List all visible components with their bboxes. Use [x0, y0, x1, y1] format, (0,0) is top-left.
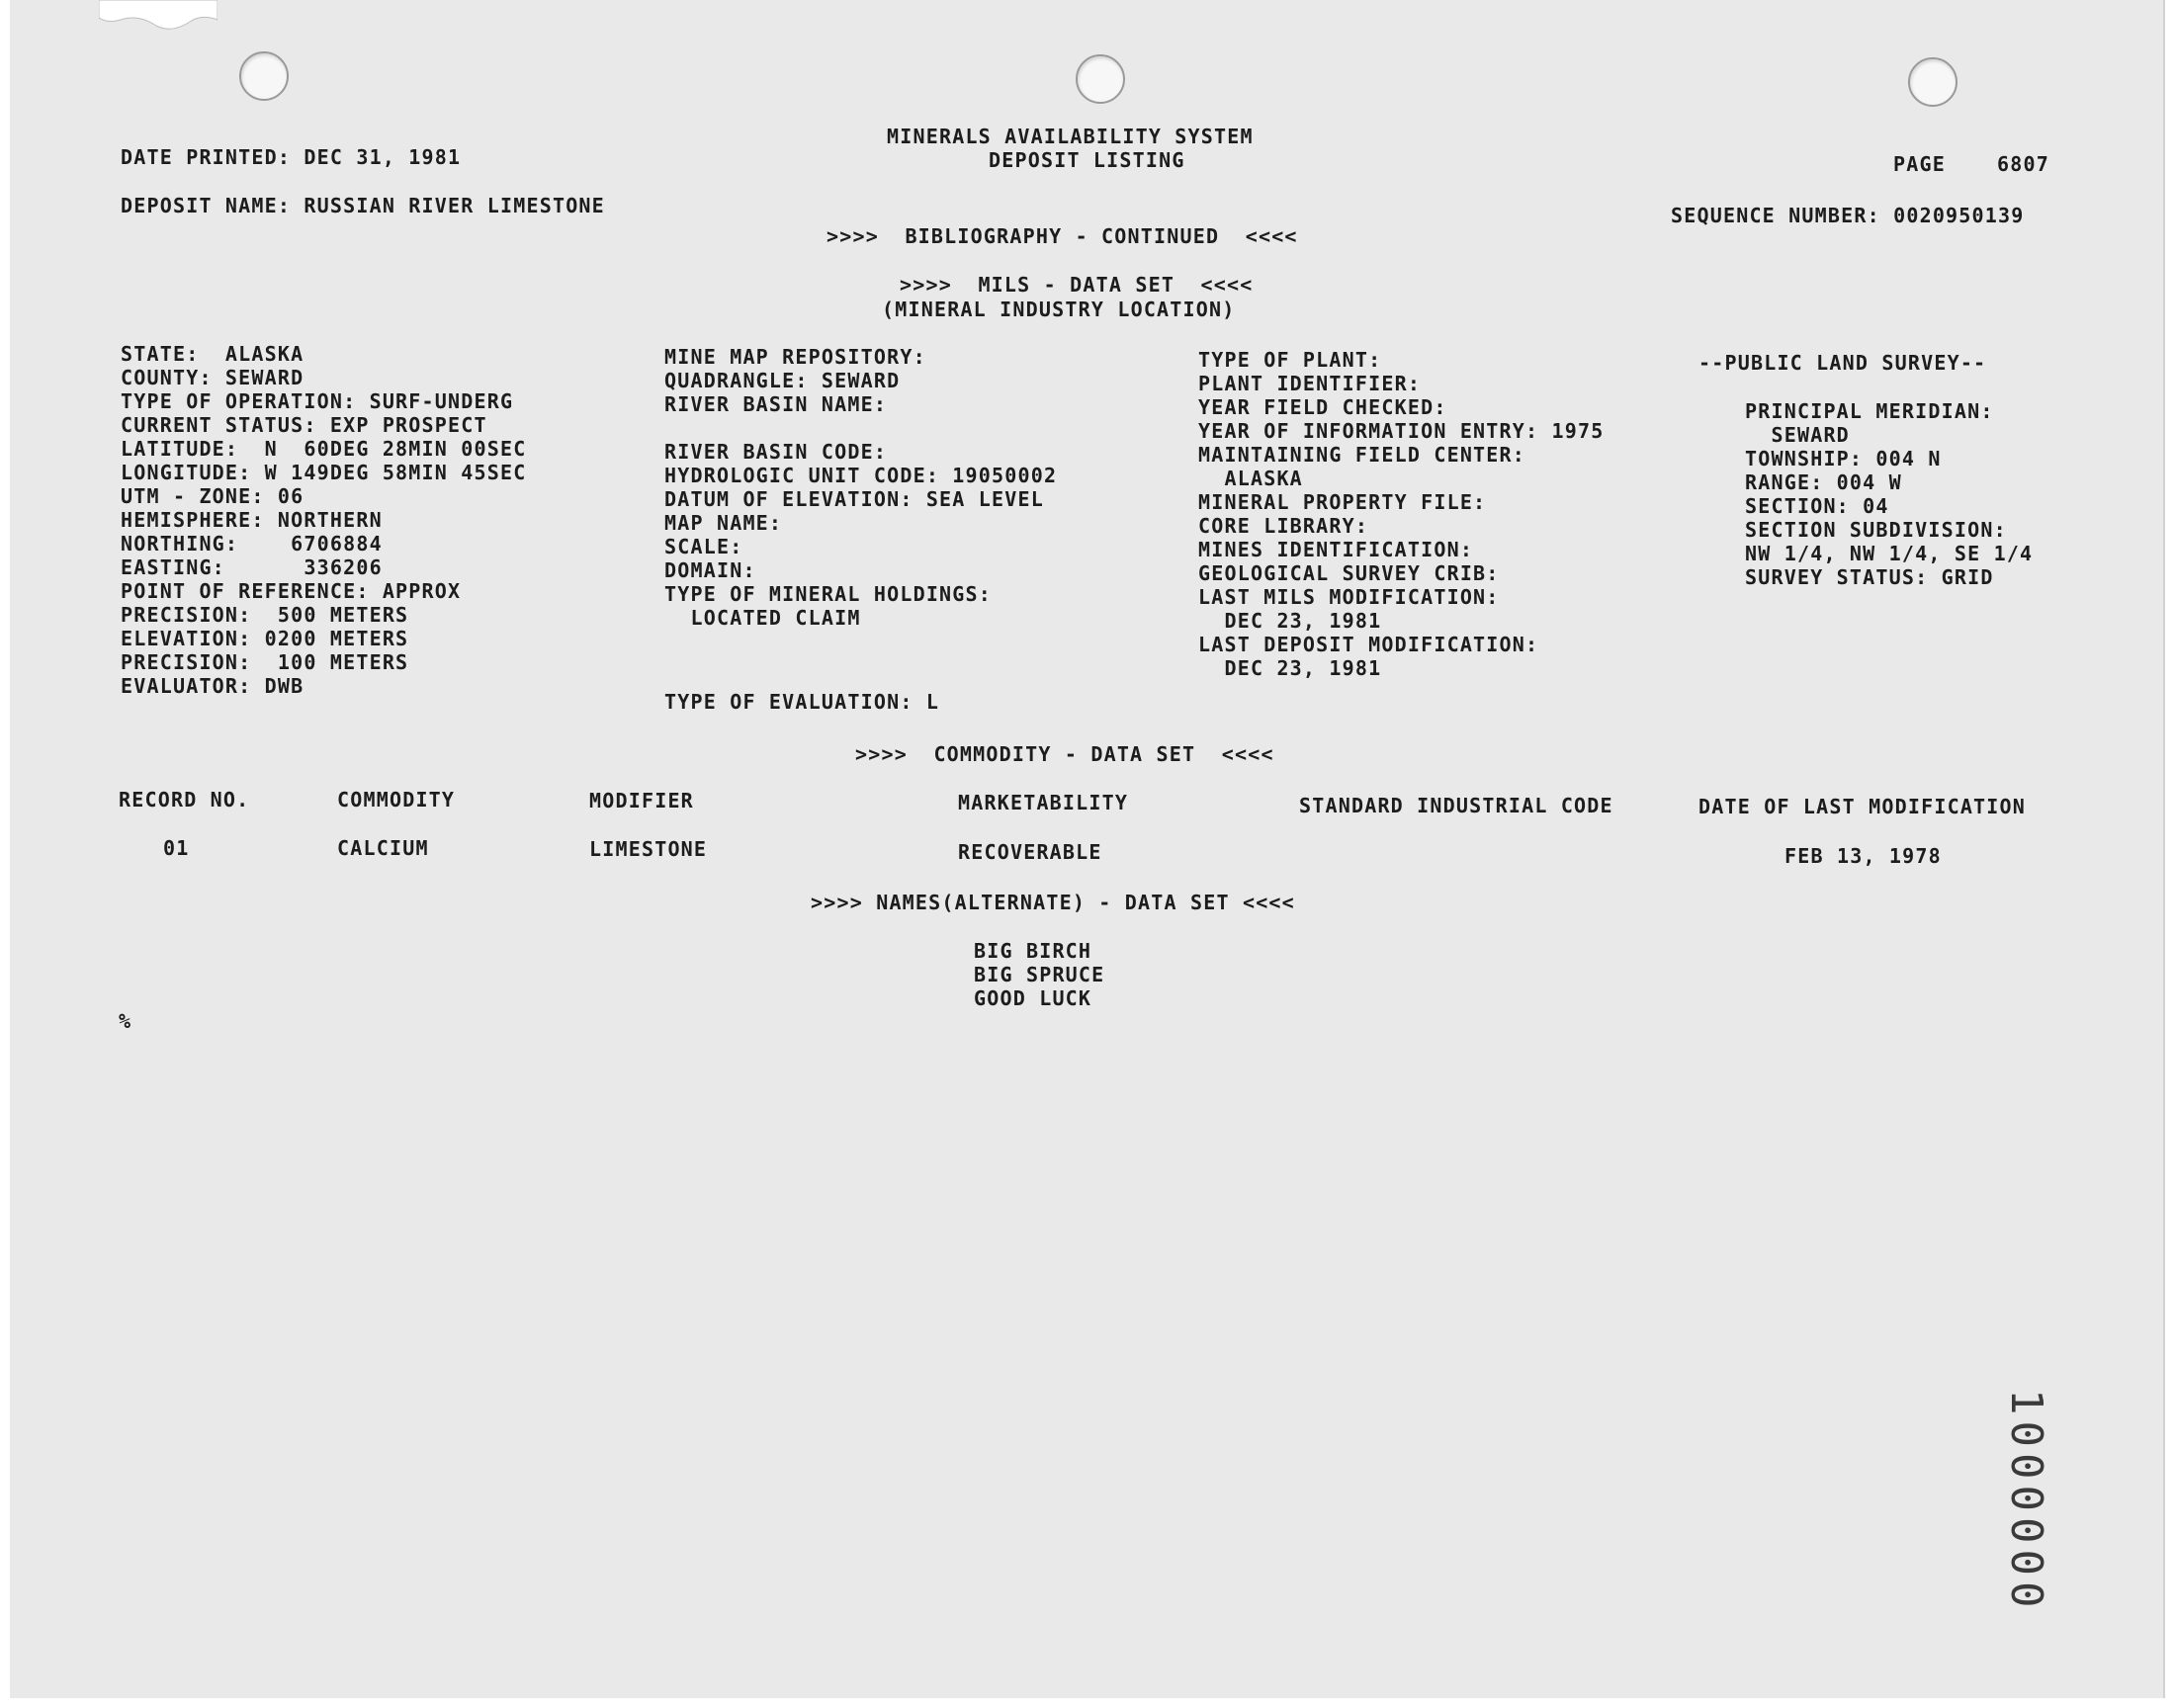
mils-field: NORTHING: 6706884	[121, 532, 383, 555]
printout-page	[10, 0, 2165, 1698]
mils-field: PLANT IDENTIFIER:	[1198, 372, 1422, 395]
punch-hole-center	[1076, 54, 1125, 104]
mils-field: RIVER BASIN NAME:	[664, 392, 888, 416]
alternate-name: BIG BIRCH	[974, 939, 1092, 963]
mils-field: STATE: ALASKA	[121, 342, 304, 366]
mils-field: SEWARD	[1745, 423, 1850, 447]
mils-field: ALASKA	[1198, 467, 1303, 490]
col-commodity: COMMODITY	[337, 788, 456, 811]
mils-field: YEAR OF INFORMATION ENTRY: 1975	[1198, 419, 1605, 443]
listing-title: DEPOSIT LISTING	[989, 148, 1185, 172]
mils-field: SECTION SUBDIVISION:	[1745, 518, 2007, 542]
names-heading: >>>> NAMES(ALTERNATE) - DATA SET <<<<	[811, 891, 1295, 914]
alternate-names-list	[974, 939, 1104, 1010]
plss-column	[1745, 399, 2033, 589]
mils-field: DEC 23, 1981	[1198, 656, 1382, 680]
punch-hole-right	[1908, 57, 1958, 107]
torn-corner	[99, 0, 218, 36]
page-number: 6807	[1997, 152, 2049, 176]
col-marketability: MARKETABILITY	[958, 791, 1129, 814]
map-column	[664, 345, 1057, 630]
mils-heading: >>>> MILS - DATA SET <<<<	[900, 273, 1254, 297]
stamp-number: 1000000	[2001, 1389, 2051, 1614]
col-modifier: MODIFIER	[589, 789, 694, 812]
deposit-name: DEPOSIT NAME: RUSSIAN RIVER LIMESTONE	[121, 194, 605, 217]
mils-field: ELEVATION: 0200 METERS	[121, 627, 409, 650]
punch-hole-left	[239, 51, 289, 101]
mils-field: EASTING: 336206	[121, 555, 383, 579]
mils-field: MINES IDENTIFICATION:	[1198, 538, 1474, 561]
mils-field: HEMISPHERE: NORTHERN	[121, 508, 383, 532]
system-title: MINERALS AVAILABILITY SYSTEM	[887, 125, 1254, 148]
mils-field	[664, 416, 1057, 440]
plss-heading: --PUBLIC LAND SURVEY--	[1698, 351, 1987, 375]
mils-field: MINERAL PROPERTY FILE:	[1198, 490, 1487, 514]
row-date-last-mod: FEB 13, 1978	[1784, 844, 1942, 868]
mils-field: SURVEY STATUS: GRID	[1745, 565, 1994, 589]
col-sic: STANDARD INDUSTRIAL CODE	[1299, 794, 1613, 817]
mils-subheading: (MINERAL INDUSTRY LOCATION)	[882, 298, 1236, 321]
col-date-last-mod: DATE OF LAST MODIFICATION	[1698, 795, 2027, 818]
mils-field: SCALE:	[664, 535, 743, 558]
mils-field: LAST DEPOSIT MODIFICATION:	[1198, 633, 1539, 656]
plant-column	[1198, 348, 1604, 680]
row-modifier: LIMESTONE	[589, 837, 708, 861]
mils-field: RANGE: 004 W	[1745, 470, 1902, 494]
mils-field: EVALUATOR: DWB	[121, 674, 304, 698]
date-printed: DATE PRINTED: DEC 31, 1981	[121, 145, 462, 169]
row-record-no: 01	[163, 836, 190, 860]
mils-field: NW 1/4, NW 1/4, SE 1/4	[1745, 542, 2034, 565]
mils-field: TYPE OF PLANT:	[1198, 348, 1382, 372]
mils-field: PRECISION: 100 METERS	[121, 650, 409, 674]
mils-field: MAP NAME:	[664, 511, 783, 535]
mils-field: TYPE OF MINERAL HOLDINGS:	[664, 582, 993, 606]
mils-field: TOWNSHIP: 004 N	[1745, 447, 1942, 470]
type-of-evaluation: TYPE OF EVALUATION: L	[664, 690, 940, 714]
mils-field: DEC 23, 1981	[1198, 609, 1382, 633]
mils-field: GEOLOGICAL SURVEY CRIB:	[1198, 561, 1500, 585]
mils-field: LOCATED CLAIM	[664, 606, 861, 630]
end-mark: %	[119, 1009, 132, 1033]
mils-field: LATITUDE: N 60DEG 28MIN 00SEC	[121, 437, 527, 461]
mils-field: UTM - ZONE: 06	[121, 484, 304, 508]
bibliography-continued: >>>> BIBLIOGRAPHY - CONTINUED <<<<	[826, 224, 1298, 248]
mils-field: POINT OF REFERENCE: APPROX	[121, 579, 462, 603]
mils-field: SECTION: 04	[1745, 494, 1889, 518]
alternate-name: BIG SPRUCE	[974, 963, 1105, 986]
mils-field: LONGITUDE: W 149DEG 58MIN 45SEC	[121, 461, 527, 484]
alternate-name: GOOD LUCK	[974, 986, 1092, 1010]
mils-field: MAINTAINING FIELD CENTER:	[1198, 443, 1526, 467]
mils-field: DOMAIN:	[664, 558, 756, 582]
mils-field: YEAR FIELD CHECKED:	[1198, 395, 1447, 419]
mils-field: PRECISION: 500 METERS	[121, 603, 409, 627]
mils-field: PRINCIPAL MERIDIAN:	[1745, 399, 1994, 423]
col-record-no: RECORD NO.	[119, 788, 250, 811]
sequence-number: SEQUENCE NUMBER: 0020950139	[1671, 204, 2025, 227]
mils-field: TYPE OF OPERATION: SURF-UNDERG	[121, 389, 514, 413]
mils-field: CORE LIBRARY:	[1198, 514, 1369, 538]
mils-field: HYDROLOGIC UNIT CODE: 19050002	[664, 464, 1058, 487]
page-label: PAGE	[1893, 152, 1946, 176]
mils-field: CURRENT STATUS: EXP PROSPECT	[121, 413, 487, 437]
mils-field: DATUM OF ELEVATION: SEA LEVEL	[664, 487, 1044, 511]
mils-field: MINE MAP REPOSITORY:	[664, 345, 926, 369]
commodity-heading: >>>> COMMODITY - DATA SET <<<<	[855, 742, 1274, 766]
location-column	[121, 342, 526, 698]
row-marketability: RECOVERABLE	[958, 840, 1102, 864]
mils-field: RIVER BASIN CODE:	[664, 440, 888, 464]
mils-field: LAST MILS MODIFICATION:	[1198, 585, 1500, 609]
row-commodity: CALCIUM	[337, 836, 429, 860]
mils-field: QUADRANGLE: SEWARD	[664, 369, 901, 392]
mils-field: COUNTY: SEWARD	[121, 366, 304, 389]
